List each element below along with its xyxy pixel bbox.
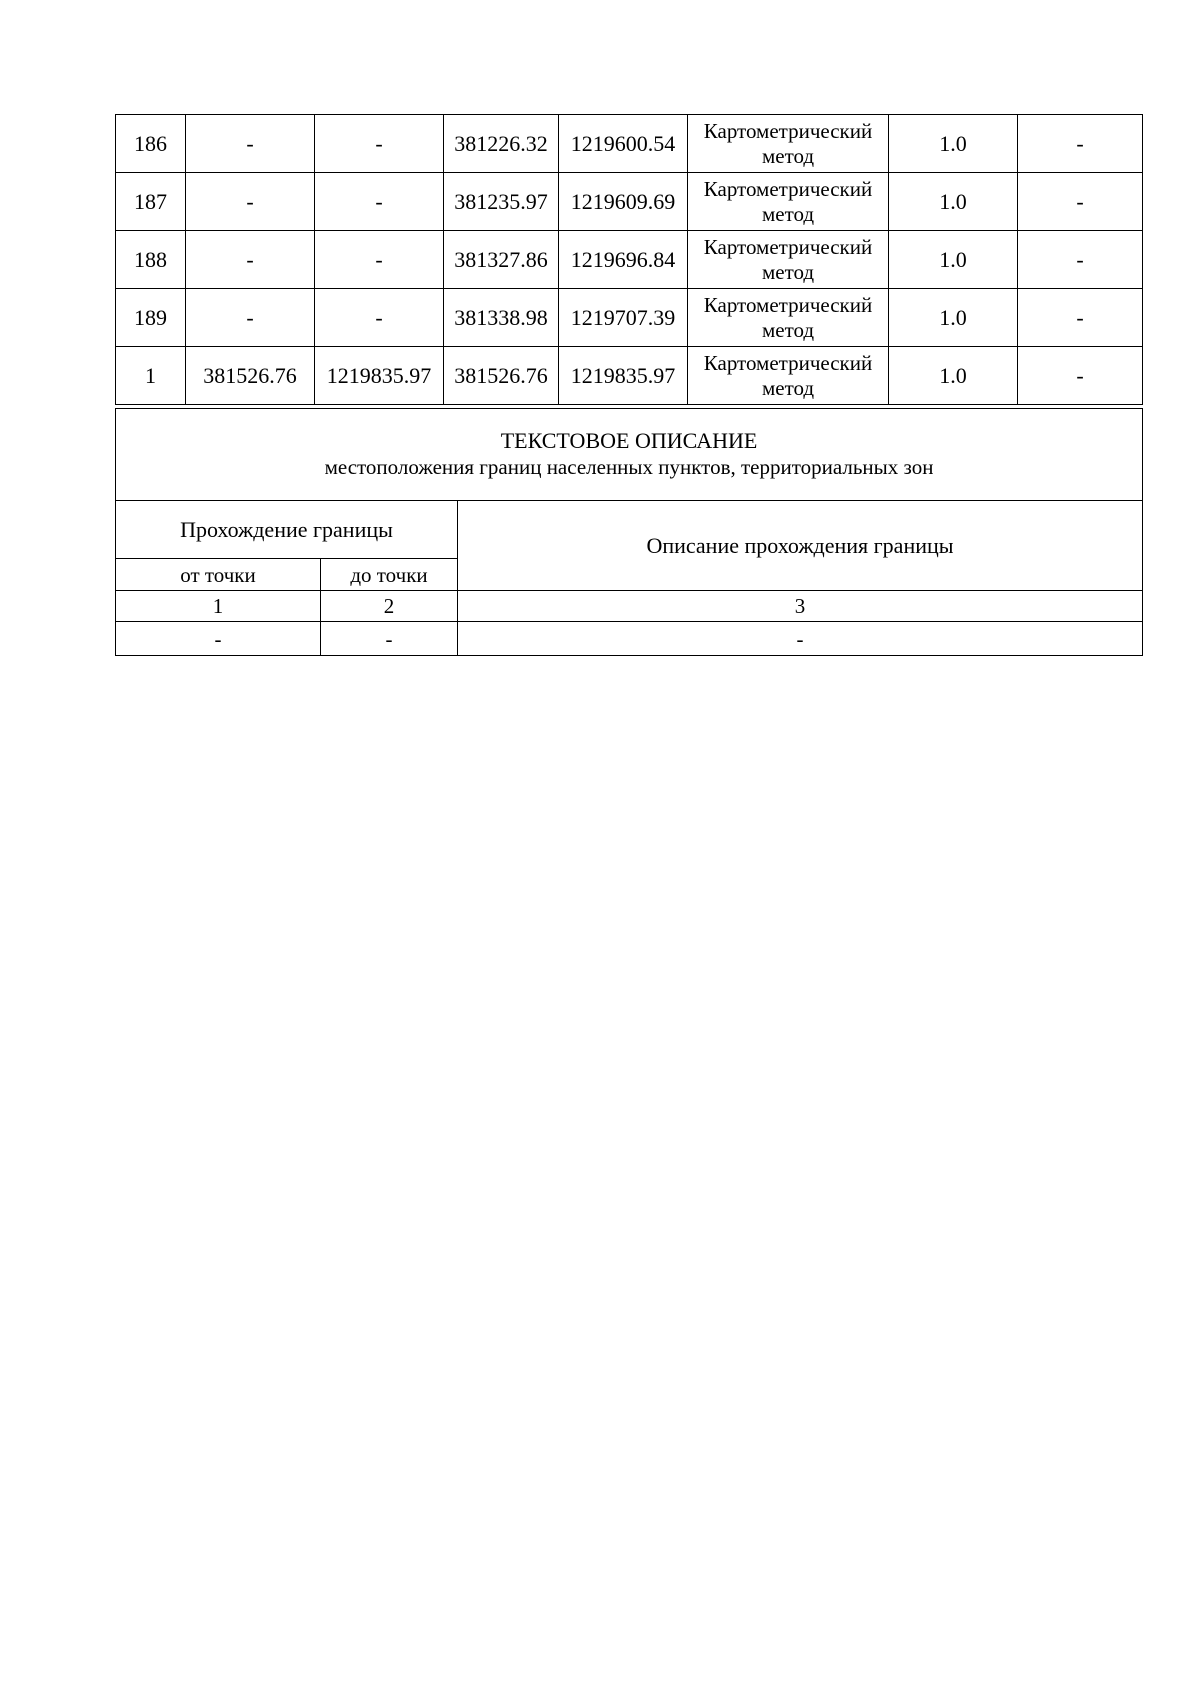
x-old-cell: - bbox=[186, 289, 315, 347]
method-cell: Картометрический метод bbox=[688, 115, 889, 173]
point-number-cell: 1 bbox=[116, 347, 186, 405]
description-cell: - bbox=[1018, 115, 1143, 173]
y-new-cell: 1219707.39 bbox=[559, 289, 688, 347]
coordinates-table bbox=[115, 114, 1143, 405]
y-new-cell: 1219696.84 bbox=[559, 231, 688, 289]
passage-data-row bbox=[116, 622, 1143, 656]
method-cell: Картометрический метод bbox=[688, 347, 889, 405]
x-new-cell: 381226.32 bbox=[444, 115, 559, 173]
y-new-cell: 1219835.97 bbox=[559, 347, 688, 405]
y-old-cell: - bbox=[315, 289, 444, 347]
x-new-cell: 381526.76 bbox=[444, 347, 559, 405]
header-from-point: от точки bbox=[116, 559, 321, 591]
x-new-cell: 381235.97 bbox=[444, 173, 559, 231]
accuracy-cell: 1.0 bbox=[889, 289, 1018, 347]
point-number-cell: 189 bbox=[116, 289, 186, 347]
header-boundary-passage: Прохождение границы bbox=[116, 501, 458, 559]
point-number-cell: 187 bbox=[116, 173, 186, 231]
coordinates-row bbox=[116, 173, 1143, 231]
passage-description: - bbox=[458, 622, 1143, 656]
description-cell: - bbox=[1018, 231, 1143, 289]
y-old-cell: 1219835.97 bbox=[315, 347, 444, 405]
accuracy-cell: 1.0 bbox=[889, 347, 1018, 405]
x-old-cell: - bbox=[186, 115, 315, 173]
passage-header-row bbox=[116, 501, 1143, 559]
y-new-cell: 1219600.54 bbox=[559, 115, 688, 173]
coordinates-row bbox=[116, 347, 1143, 405]
header-passage-description: Описание прохождения границы bbox=[458, 501, 1143, 591]
text-description-subtitle: местоположения границ населенных пунктов, территориальных зон bbox=[324, 455, 934, 479]
point-number-cell: 186 bbox=[116, 115, 186, 173]
coordinates-row bbox=[116, 115, 1143, 173]
point-number-cell: 188 bbox=[116, 231, 186, 289]
x-new-cell: 381327.86 bbox=[444, 231, 559, 289]
y-new-cell: 1219609.69 bbox=[559, 173, 688, 231]
text-description-heading-row bbox=[116, 409, 1143, 501]
passage-to-point: - bbox=[321, 622, 458, 656]
accuracy-cell: 1.0 bbox=[889, 115, 1018, 173]
x-old-cell: 381526.76 bbox=[186, 347, 315, 405]
accuracy-cell: 1.0 bbox=[889, 231, 1018, 289]
accuracy-cell: 1.0 bbox=[889, 173, 1018, 231]
x-new-cell: 381338.98 bbox=[444, 289, 559, 347]
x-old-cell: - bbox=[186, 173, 315, 231]
y-old-cell: - bbox=[315, 173, 444, 231]
coordinates-row bbox=[116, 289, 1143, 347]
column-number-2: 2 bbox=[321, 591, 458, 622]
header-to-point: до точки bbox=[321, 559, 458, 591]
x-old-cell: - bbox=[186, 231, 315, 289]
passage-from-point: - bbox=[116, 622, 321, 656]
description-cell: - bbox=[1018, 289, 1143, 347]
y-old-cell: - bbox=[315, 115, 444, 173]
coordinates-row bbox=[116, 231, 1143, 289]
column-number-3: 3 bbox=[458, 591, 1143, 622]
text-description-table bbox=[115, 408, 1143, 656]
method-cell: Картометрический метод bbox=[688, 231, 889, 289]
y-old-cell: - bbox=[315, 231, 444, 289]
column-numbers-row bbox=[116, 591, 1143, 622]
coordinates-table-body bbox=[116, 115, 1143, 405]
description-cell: - bbox=[1018, 347, 1143, 405]
text-description-heading-cell bbox=[116, 409, 1143, 501]
method-cell: Картометрический метод bbox=[688, 173, 889, 231]
column-number-1: 1 bbox=[116, 591, 321, 622]
description-cell: - bbox=[1018, 173, 1143, 231]
method-cell: Картометрический метод bbox=[688, 289, 889, 347]
text-description-title: ТЕКСТОВОЕ ОПИСАНИЕ bbox=[500, 428, 758, 453]
